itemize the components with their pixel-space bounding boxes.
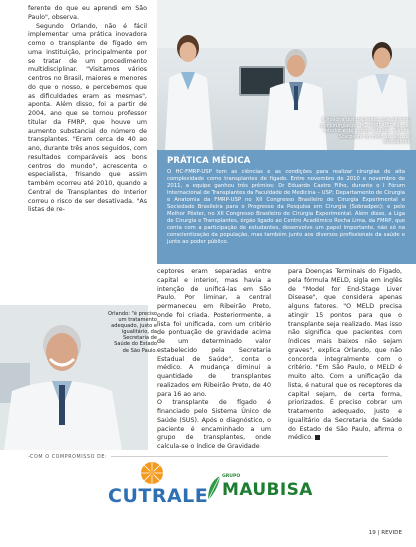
maubisa-group-label: GRUPO xyxy=(222,474,241,479)
paragraph: ferente do que eu aprendi em São Paulo", observa. xyxy=(28,5,147,21)
middle-text-column: ceptores eram separadas entre capital e interior, mas havia a intenção de unificá-las em São Paulo. Por liminar, a central permaneceu em Ribeirão Preto, onde foi criada. Posteriormente, a lista foi unificada, com um critério de pontuação de gravidade acima de um determinado valor estabelecido pela Secretaria Estadual de Saúde", conta o médico. A mudança diminui a quantidade de transplantes realizados em Ribeirão Preto, de 40 para 16 ao ano. O transplante de fígado é financiado pelo Sistema Único de Saúde (SUS). Após o diagnóstico, o paciente é encaminhado a um grupo de transplantes, onde calcula-se o índice de Gravidade xyxy=(157,268,271,450)
magazine-name: REVIDE xyxy=(381,530,402,536)
maubisa-wordmark: MAUBISA xyxy=(222,480,313,500)
sponsor-label: COM O COMPROMISSO DE: xyxy=(30,455,111,460)
paragraph: para Doenças Terminais do Fígado, pela fórmula MELD, sigla em inglês de "Model for End-Stage Liver Disease", que considera apenas alguns fatores. "O MELD precisa atingir 15 pontos para que o transplante seja realizado. Mas isso não significa que pacientes com índices mais baixos não sejam graves", explica Orlando, que não concorda integralmente com o critério. "Em São Paulo, o MELD é muito alto. Com a unificação da lista, é natural que os receptores da capital sejam, de certa forma, priorizados. É preciso cobrar um tratamento adequado, justo e igualitário da Secretaria de Saúde do Estado de São Paulo, afirma o médico. xyxy=(288,268,402,442)
footer-separator: | xyxy=(377,530,380,536)
orange-icon xyxy=(108,460,196,486)
woman-doctor-figure xyxy=(159,28,217,150)
cutrale-wordmark: CUTRALE xyxy=(108,485,209,507)
cutrale-logo xyxy=(108,460,209,520)
highlight-box xyxy=(157,150,416,264)
page-footer xyxy=(369,530,402,536)
end-of-article-icon xyxy=(315,435,320,440)
paragraph: Segundo Orlando, não é fácil implementar uma prática inovadora como o transplante de fígado em uma instituição, principalmente por se tratar de um procedimento multidisciplinar. "Visitamos vários centros no Brasil, maiores e menores do que o nosso, e percebemos que as dificuldades eram as mesmas", aponta. Além disso, foi a partir de 2004, ano que se tornou professor titular da FMRP, que houve um aumento substancial do número de transplantes. "Eram cerca de 40 ao ano, durante três anos seguidos, com resultados comparáveis aos bons centros do mundo", acrescenta o especialista, frisando que assim também ocorreu até 2010, quando a Central de Transplantes do Interior correu o risco de ser desativada. "As listas de re- xyxy=(28,22,148,214)
page-number: 19 xyxy=(368,530,376,536)
leaf-icon xyxy=(206,474,222,502)
photo-caption: A maioria dos pacientes que passam por cirurgias no HC-FMRP-USP são do interior e de outros estados. Sandro Scarpelini no meio ao lado de estudantes xyxy=(320,118,410,146)
highlight-title: PRÁTICA MÉDICA xyxy=(167,156,251,166)
right-text-column xyxy=(288,268,402,443)
portrait-caption: Orlando: "é preciso um tratamento adequado, justo e igualitário, da Secretaria de Saúde do Estado de São Paulo. xyxy=(108,311,157,354)
left-text-column xyxy=(28,5,147,215)
doctors-photo xyxy=(157,0,416,150)
maubisa-logo xyxy=(206,472,313,512)
highlight-text: O HC-FMRP-USP tem as ciências e as condições para realizar cirurgias de alta complexidade como transplantes de fígado. Entre novembro de 2010 e novembro de 2011, a equipe ganhou três prêmios: Dr Eduardo Castro Filho, durante o I Fórum Internacional de Transplantes da Faculdade de Medicina – USP; Departamento de Cirurgia e Anatomia da FMRP-USP no XII Congresso Brasileiro de Cirurgia Experimental e Sociedade Brasileira para o Progresso da Pesquisa em Cirurgia (Sobradpec); e pelo Melhor Pôster, no XII Congresso Brasileiro de Cirurgia Experimental. Além disso, a Liga de Cirurgia e Transplantes, órgão ligado ao Centro Acadêmico Rocha Lima, da FMRP, que conta com a participação de estudantes, desenvolve um papel importante, não só na conscientização da população, mas também junto aos diversos profissionais da saúde e junto ao poder público. xyxy=(167,169,405,245)
